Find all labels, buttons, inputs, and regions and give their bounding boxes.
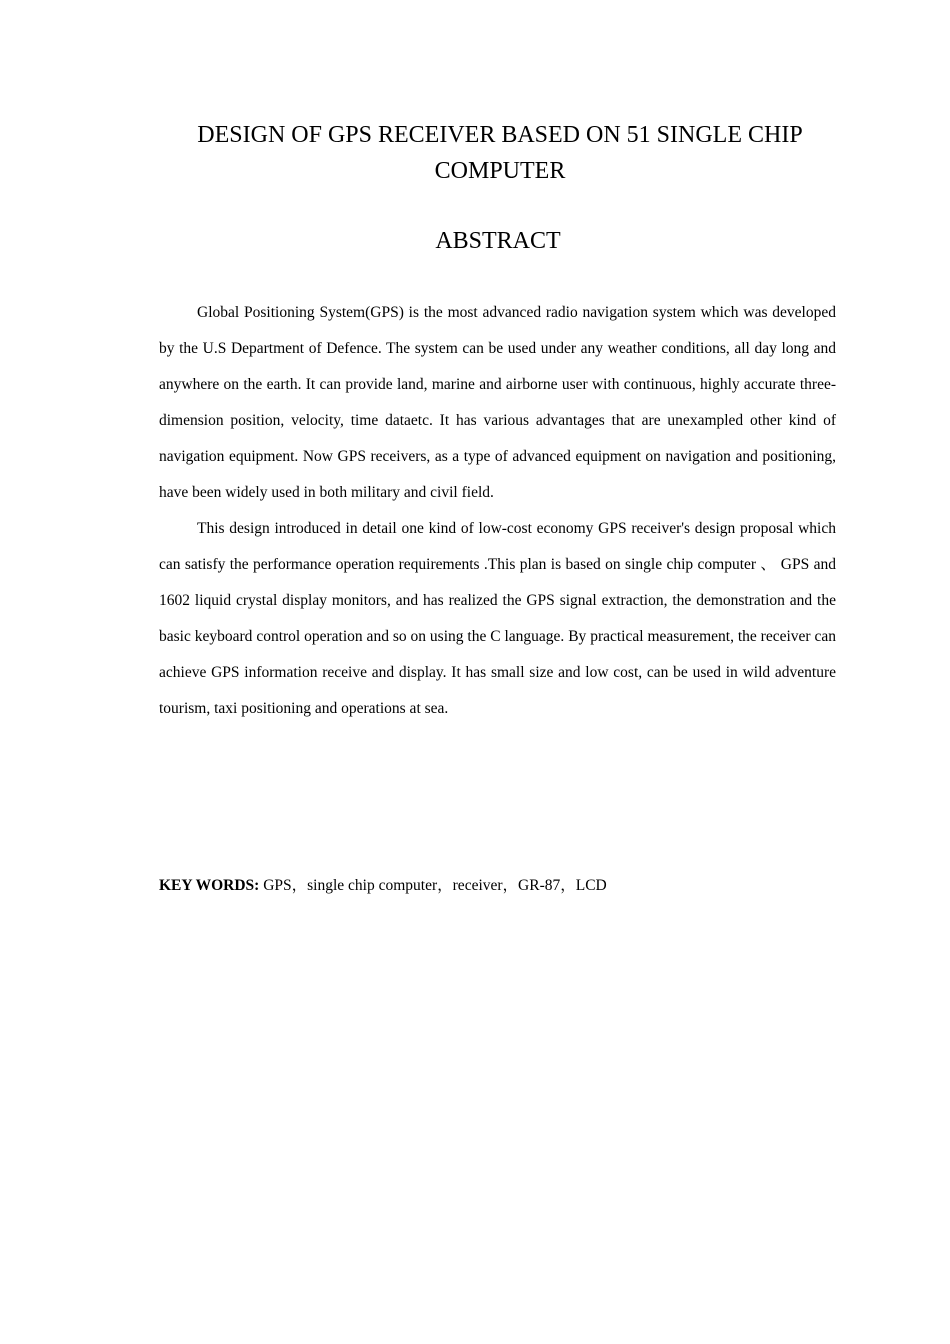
keywords-label: KEY WORDS: — [159, 877, 260, 894]
paper-title-line-1: DESIGN OF GPS RECEIVER BASED ON 51 SINGLE CHIP — [197, 122, 803, 148]
abstract-paragraph-2: This design introduced in detail one kind of low-cost economy GPS receiver's design proposal which can satisfy the performance operation requirements .This plan is based on single chip computer 、 GPS and 1602 liquid crystal display monitors, and has realized the GPS signal extraction, the demonstration and the basic keyboard control operation and so on using the C language. By practical measurement, the receiver can achieve GPS information receive and display. It has small size and low cost, can be used in wild adventure tourism, taxi positioning and operations at sea. — [159, 520, 836, 717]
keywords-line — [159, 874, 836, 898]
keywords-text: GPS，single chip computer，receiver，GR-87，LCD — [259, 877, 607, 894]
paper-title — [160, 117, 840, 189]
abstract-heading: ABSTRACT — [435, 228, 561, 254]
abstract-body — [159, 295, 836, 727]
paper-title-line-2: COMPUTER — [434, 158, 566, 184]
abstract-paragraph-1: Global Positioning System(GPS) is the most advanced radio navigation system which was developed by the U.S Department of Defence. The system can be used under any weather conditions, all day long and anywhere on the earth. It can provide land, marine and airborne user with continuous, highly accurate three-dimension position, velocity, time dataetc. It has various advantages that are unexampled other kind of navigation equipment. Now GPS receivers, as a type of advanced equipment on navigation and positioning, have been widely used in both military and civil field. — [159, 304, 836, 501]
